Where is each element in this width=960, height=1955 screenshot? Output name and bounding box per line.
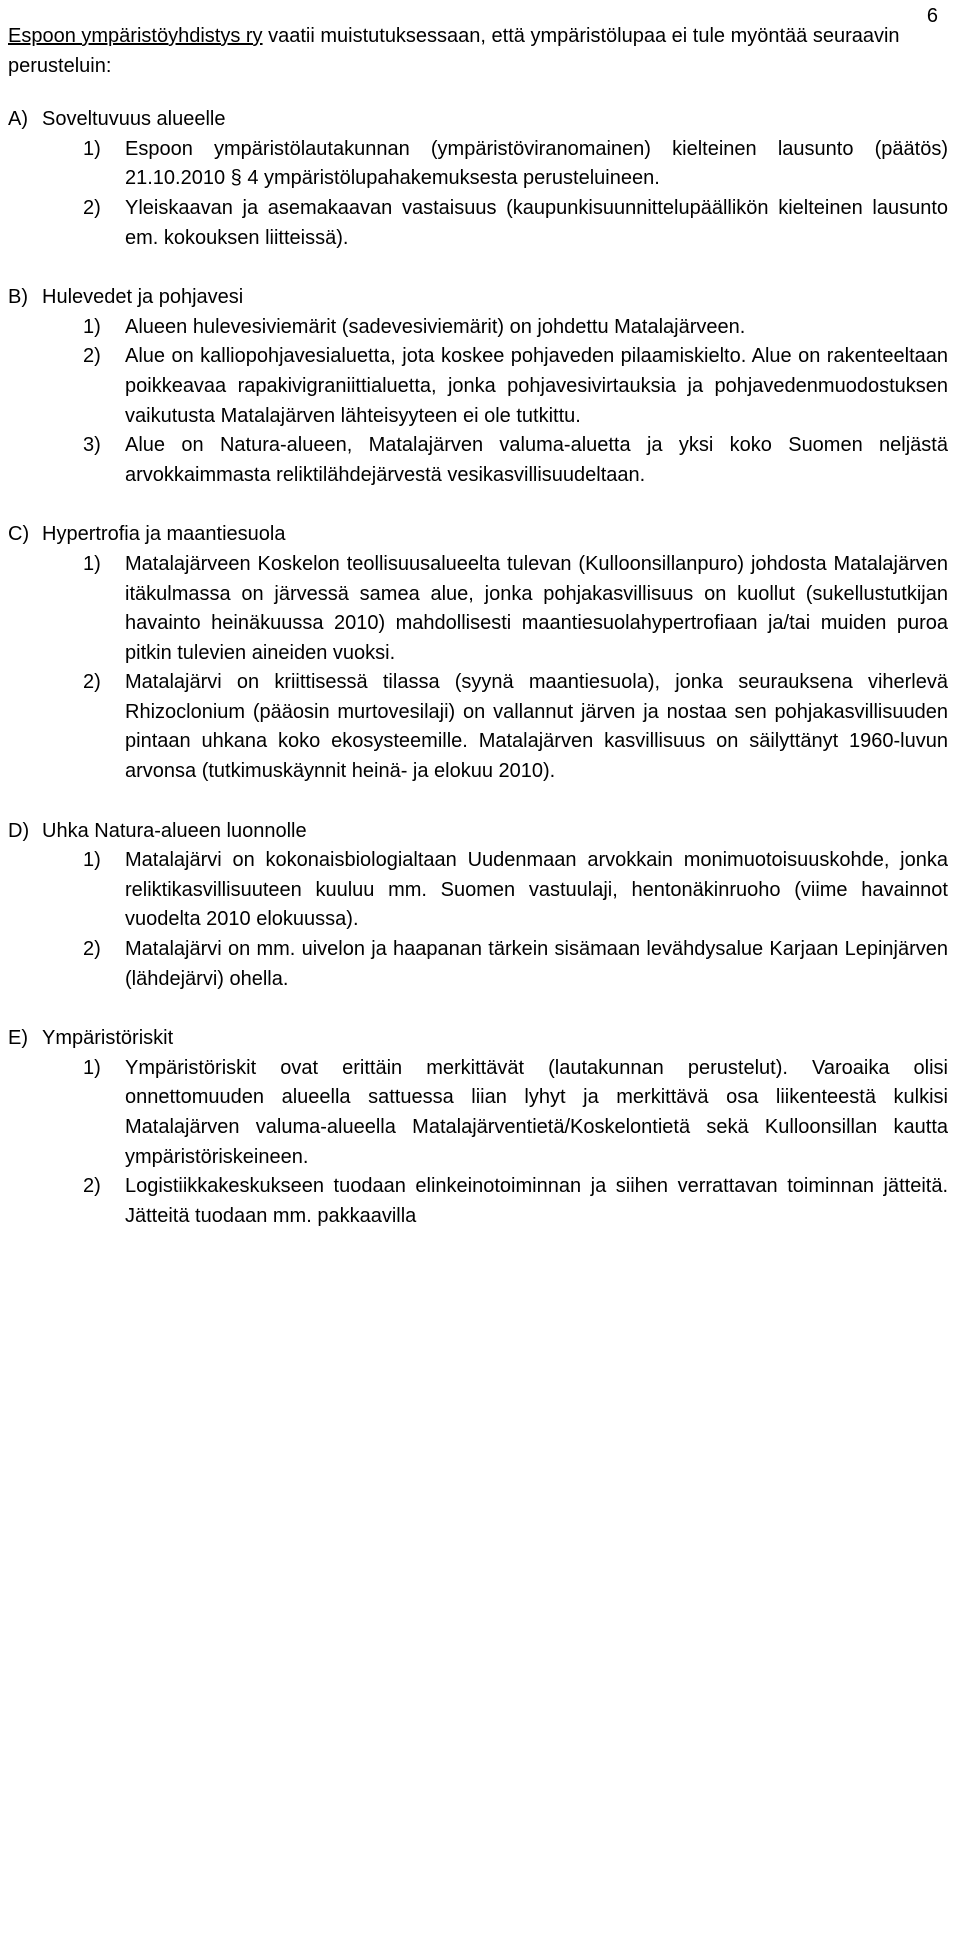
item-number: 2) [83,671,101,694]
list-item [8,935,952,994]
section-letter: D) [8,819,30,842]
item-number: 1) [83,552,101,575]
section-title: Ympäristöriskit [42,1027,174,1050]
intro-paragraph [8,22,952,81]
section [8,520,952,786]
item-number: 1) [83,315,101,338]
section-title: Hulevedet ja pohjavesi [42,286,244,309]
list-item [8,342,952,431]
item-text: Yleiskaavan ja asemakaavan vastaisuus (kaupunkisuunnittelupäällikön kielteinen lausunto em. kokouksen liitteissä). [125,196,948,249]
item-list [8,846,952,994]
section [8,1024,952,1231]
list-item [8,313,952,343]
section-heading [8,283,952,313]
item-list [8,313,952,491]
item-number: 1) [83,849,101,872]
section-letter: C) [8,523,30,546]
item-text: Logistiikkakeskukseen tuodaan elinkeinotoiminnan ja siihen verrattavan toiminnan jätteitä. Jätteitä tuodaan mm. pakkaavilla [125,1175,948,1227]
item-text: Espoon ympäristölautakunnan (ympäristöviranomainen) kielteinen lausunto (päätös) 21.10.2010 § 4 ympäristölupahakemuksesta perusteluineen. [125,137,948,190]
item-text: Ympäristöriskit ovat erittäin merkittävät (lautakunnan perustelut). Varoaika olisi onnettomuuden alueella sattuessa liian lyhyt ja merkittävä osa liikenteestä kulkisi Matalajärven valuma-alueella Matalajärventietä/Koskelontietä sekä Kulloonsillan kautta ympäristöriskeineen. [125,1056,948,1168]
item-text: Alue on Natura-alueen, Matalajärven valuma-aluetta ja yksi koko Suomen neljästä arvokkaimmasta reliktilähdejärvestä vesikasvillisuudeltaan. [125,434,948,486]
item-text: Alue on kalliopohjavesialuetta, jota koskee pohjaveden pilaamiskielto. Alue on rakenteeltaan poikkeavaa rapakivigraniittialuetta, jonka pohjavesivirtauksia ja pohjavedenmuodostuksen vaikutusta Matalajärven lähteisyyteen ei ole tutkittu. [125,345,948,427]
sections-list [8,105,952,1231]
item-number: 1) [83,137,101,160]
list-item [8,550,952,668]
item-number: 2) [83,938,101,961]
item-number: 2) [83,196,101,219]
list-item [8,194,952,253]
item-text: Matalajärvi on mm. uivelon ja haapanan tärkein sisämaan levähdysalue Karjaan Lepinjärven (lähdejärvi) ohella. [125,938,948,990]
item-list [8,550,952,787]
document-body [8,22,952,1261]
section-heading [8,817,952,847]
item-text: Alueen hulevesiviemärit (sadevesiviemärit) on johdettu Matalajärveen. [125,315,746,338]
list-item [8,1054,952,1172]
list-item [8,431,952,490]
section-heading [8,1024,952,1054]
section-title: Hypertrofia ja maantiesuola [42,523,286,546]
page-number: 6 [926,5,938,27]
item-number: 2) [83,345,101,368]
item-list [8,1054,952,1232]
section-letter: B) [8,286,28,309]
item-text: Matalajärveen Koskelon teollisuusalueelta tulevan (Kulloonsillanpuro) johdosta Matalajärven itäkulmassa on järvessä samea alue, jonka pohjakasvillisuus on kuollut (sukellustutkijan havainto heinäkuussa 2010) mahdollisesti maantiesuolahypertrofiaan ja/tai muiden puroa pitkin tulevien aineiden vuoksi. [125,552,948,664]
item-list [8,135,952,253]
section [8,817,952,995]
organization-name: Espoon ympäristöyhdistys ry [8,25,263,47]
list-item [8,668,952,786]
list-item [8,846,952,935]
list-item [8,135,952,194]
list-item [8,1172,952,1231]
item-number: 1) [83,1056,101,1079]
item-text: Matalajärvi on kokonaisbiologialtaan Uudenmaan arvokkain monimuotoisuuskohde, jonka reliktikasvillisuuteen kuuluu mm. Suomen vastuulaji, hentonäkinruoho (viime havainnot vuodelta 2010 elokuussa). [125,849,948,931]
intro-text: vaatii muistutuksessaan, että ympäristölupaa ei tule myöntää seuraavin perusteluin: [8,25,900,77]
section-letter: A) [8,108,28,131]
section-title: Uhka Natura-alueen luonnolle [42,819,307,842]
item-text: Matalajärvi on kriittisessä tilassa (syynä maantiesuola), jonka seurauksena viherlevä Rhizoclonium (pääosin murtovesilaji) on vallannut järven ja nostaa sen pohjakasvillisuuden pintaan uhkana koko ekosysteemille. Matalajärven kasvillisuus on säilyttänyt 1960-luvun arvonsa (tutkimuskäynnit heinä- ja elokuu 2010). [125,671,948,783]
section-letter: E) [8,1027,28,1050]
section-heading [8,105,952,135]
section [8,105,952,253]
section [8,283,952,490]
section-heading [8,520,952,550]
item-number: 2) [83,1175,101,1198]
section-title: Soveltuvuus alueelle [42,108,226,131]
item-number: 3) [83,434,101,457]
